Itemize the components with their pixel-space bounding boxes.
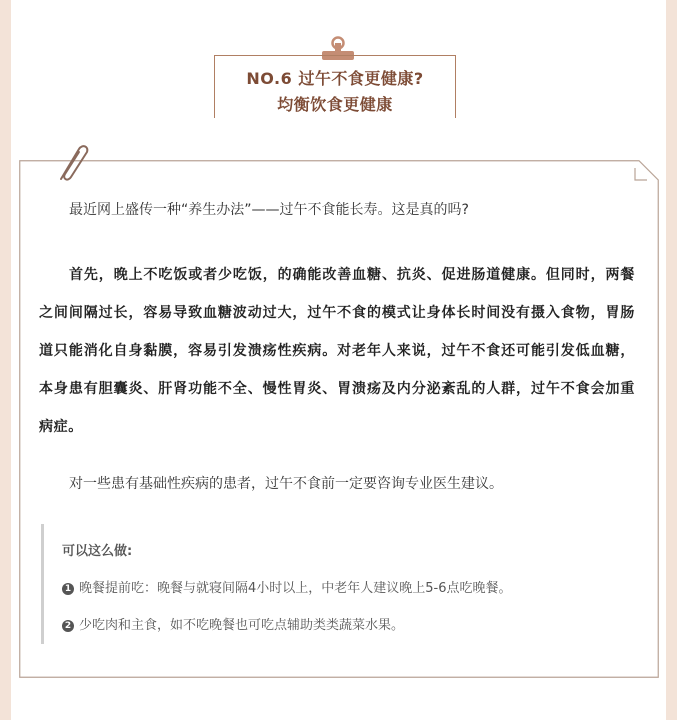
number-badge-icon: 2 xyxy=(62,620,74,632)
tip-text: 晚餐提前吃：晚餐与就寝间隔4小时以上，中老年人建议晚上5-6点吃晚餐。 xyxy=(79,581,512,596)
article-page xyxy=(11,0,666,720)
tip-item xyxy=(62,614,404,633)
main-paragraph: 首先，晚上不吃饭或者少吃饭，的确能改善血糖、抗炎、促进肠道健康。但同时，两餐之间间隔过长，容易导致血糖波动过大，过午不食的模式让身体长时间没有摄入食物，胃肠道只能消化自身黏膜，容易引发溃疡性疾病。对老年人来说，过午不食还可能引发低血糖，本身患有胆囊炎、肝肾功能不全、慢性胃炎、胃溃疡及内分泌紊乱的人群，过午不食会加重病症。 xyxy=(39,267,635,435)
tip-item xyxy=(62,577,512,596)
section-title: NO.6 过午不食更健康? xyxy=(246,69,424,88)
intro-paragraph: 最近网上盛传一种“养生办法”——过午不食能长寿。这是真的吗? xyxy=(69,202,469,218)
advice-paragraph: 对一些患有基础性疾病的患者，过午不食前一定要咨询专业医生建议。 xyxy=(69,476,503,492)
paperclip-icon xyxy=(55,141,91,185)
tip-text: 少吃肉和主食，如不吃晚餐也可吃点辅助类类蔬菜水果。 xyxy=(79,618,405,633)
tips-blockquote xyxy=(41,524,621,644)
section-subtitle: 均衡饮食更健康 xyxy=(277,95,393,114)
tips-title: 可以这么做: xyxy=(62,544,133,559)
number-badge-icon: 1 xyxy=(62,583,74,595)
